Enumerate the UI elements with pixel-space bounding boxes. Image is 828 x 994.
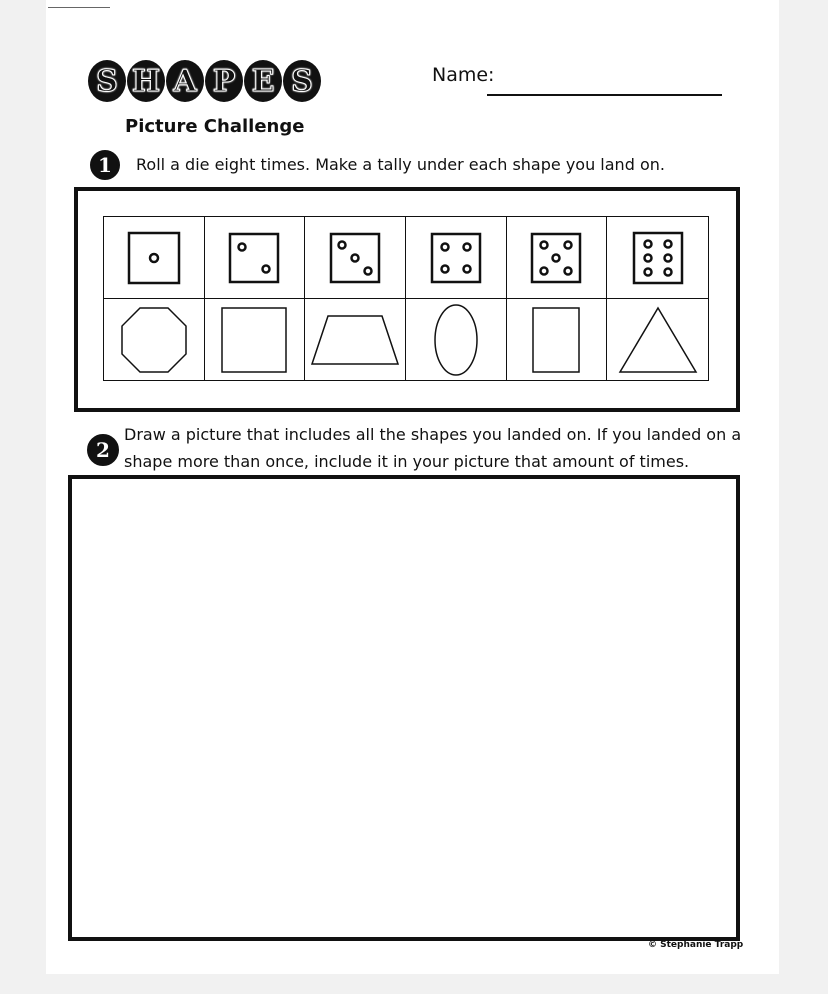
shape-cell-rectangle[interactable] — [507, 299, 608, 381]
title-letter: S — [88, 60, 126, 102]
die-two-icon — [227, 231, 281, 285]
die-cell-4 — [406, 217, 507, 299]
die-three-icon — [328, 231, 382, 285]
die-cell-6 — [607, 217, 708, 299]
title-letter: H — [127, 60, 165, 102]
title-letter: S — [283, 60, 321, 102]
name-label: Name: — [432, 64, 495, 86]
top-rule — [48, 7, 110, 8]
die-five-icon — [529, 231, 583, 285]
shape-cell-square[interactable] — [205, 299, 306, 381]
trapezoid-icon — [310, 312, 400, 368]
shape-cell-triangle[interactable] — [607, 299, 708, 381]
shape-cell-octagon[interactable] — [104, 299, 205, 381]
octagon-icon — [118, 304, 190, 376]
die-cell-1 — [104, 217, 205, 299]
die-six-icon — [631, 230, 685, 286]
step-one-badge: 1 — [90, 150, 120, 180]
die-cell-2 — [205, 217, 306, 299]
drawing-area[interactable] — [68, 475, 740, 941]
step-one-instruction: Roll a die eight times. Make a tally under each shape you land on. — [136, 155, 665, 174]
title-letter: E — [244, 60, 282, 102]
die-one-icon — [126, 230, 182, 286]
title-letter: P — [205, 60, 243, 102]
title-letter: A — [166, 60, 204, 102]
subtitle: Picture Challenge — [125, 116, 305, 137]
copyright-credit: © Stephanie Trapp — [648, 940, 744, 950]
step-two-instruction-line1: Draw a picture that includes all the shapes you landed on. If you landed on a — [124, 425, 742, 444]
die-cell-5 — [507, 217, 608, 299]
die-cell-3 — [305, 217, 406, 299]
oval-icon — [431, 302, 481, 378]
shape-cell-oval[interactable] — [406, 299, 507, 381]
shape-cell-trapezoid[interactable] — [305, 299, 406, 381]
triangle-icon — [618, 305, 698, 375]
step-two-instruction-line2: shape more than once, include it in your picture that amount of times. — [124, 452, 690, 471]
rectangle-icon — [530, 305, 582, 375]
step-two-badge: 2 — [87, 434, 119, 466]
worksheet-title — [88, 60, 321, 106]
die-four-icon — [429, 231, 483, 285]
square-icon — [219, 305, 289, 375]
tally-table — [103, 216, 709, 381]
name-field[interactable] — [487, 94, 722, 96]
